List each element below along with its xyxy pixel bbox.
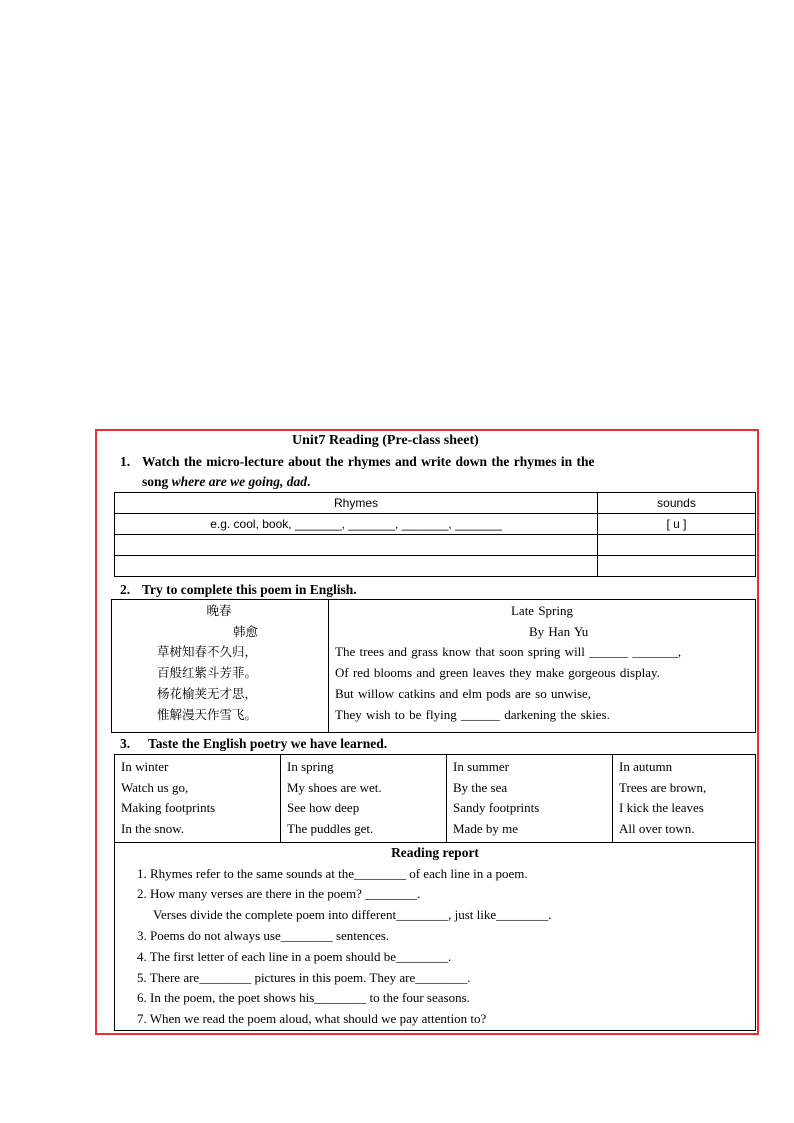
question-3-text: Taste the English poetry we have learned. bbox=[148, 736, 388, 751]
table-row bbox=[115, 755, 756, 843]
rhymes-header: Rhymes bbox=[115, 493, 598, 514]
question-1-text: Watch the micro-lecture about the rhymes and write down the rhymes in the bbox=[142, 454, 595, 469]
sounds-header: sounds bbox=[598, 493, 756, 514]
poem-winter: In winter Watch us go, Making footprints In the snow. bbox=[115, 755, 281, 843]
question-2: 2. Try to complete this poem in English. bbox=[120, 582, 357, 597]
poem-table bbox=[111, 599, 756, 733]
report-item[interactable]: 2. How many verses are there in the poem? ________. bbox=[137, 886, 421, 902]
report-item[interactable]: 3. Poems do not always use________ sentences. bbox=[137, 928, 390, 943]
report-item[interactable]: 5. There are________ pictures in this poem. They are________. bbox=[137, 969, 471, 985]
rhymes-cell[interactable] bbox=[115, 535, 598, 556]
pre-class-sheet bbox=[95, 429, 759, 1035]
chinese-poem-line: 百般红紫斗芳菲。 bbox=[157, 665, 258, 681]
english-poem-cell bbox=[329, 600, 756, 733]
chinese-poem-line: 草树知春不久归， bbox=[157, 644, 258, 660]
sounds-cell[interactable] bbox=[598, 556, 756, 577]
table-row bbox=[115, 556, 756, 577]
rhymes-cell[interactable] bbox=[115, 556, 598, 577]
report-item[interactable]: Verses divide the complete poem into different________, just like________. bbox=[153, 907, 552, 923]
rhymes-table bbox=[114, 492, 756, 577]
chinese-poem-author: 韩愈 bbox=[233, 623, 259, 639]
seasons-table bbox=[114, 754, 756, 1031]
english-poem-line: But willow catkins and elm pods are so unwise, bbox=[335, 685, 592, 701]
reading-report bbox=[115, 842, 756, 1030]
rhymes-cell[interactable]: e.g. cool, book, _______, _______, _______, _______ bbox=[115, 514, 598, 535]
table-row bbox=[115, 535, 756, 556]
english-poem-title: Late Spring bbox=[510, 603, 573, 618]
table-row bbox=[115, 514, 756, 535]
sounds-cell[interactable] bbox=[598, 535, 756, 556]
poem-spring: In spring My shoes are wet. See how deep The puddles get. bbox=[281, 755, 447, 843]
question-1-line2: song where are we going, dad. bbox=[142, 474, 311, 489]
poem-summer: In summer By the sea Sandy footprints Made by me bbox=[447, 755, 613, 843]
question-3: 3. Taste the English poetry we have learned. bbox=[120, 736, 388, 751]
english-poem-line: Of red blooms and green leaves they make gorgeous display. bbox=[335, 665, 660, 681]
poem-autumn: In autumn Trees are brown, I kick the leaves All over town. bbox=[613, 755, 756, 843]
chinese-poem-cell bbox=[112, 600, 329, 733]
question-2-text: Try to complete this poem in English. bbox=[142, 582, 357, 597]
chinese-poem-line: 惟解漫天作雪飞。 bbox=[157, 706, 258, 722]
table-row bbox=[112, 600, 756, 733]
table-row bbox=[115, 493, 756, 514]
sheet-title: Unit7 Reading (Pre-class sheet) bbox=[292, 433, 479, 448]
chinese-poem-line: 杨花榆荚无才思， bbox=[157, 685, 258, 701]
english-poem-line[interactable]: They wish to be flying ______ darkening the skies. bbox=[335, 706, 610, 722]
report-item[interactable]: 1. Rhymes refer to the same sounds at the________ of each line in a poem. bbox=[137, 865, 528, 881]
english-poem-line[interactable]: The trees and grass know that soon spring will ______ _______, bbox=[335, 644, 682, 660]
chinese-poem-title: 晚春 bbox=[206, 603, 232, 618]
report-item[interactable]: 6. In the poem, the poet shows his________ to the four seasons. bbox=[137, 990, 470, 1006]
table-row bbox=[115, 842, 756, 1030]
report-item[interactable]: 4. The first letter of each line in a poem should be________. bbox=[137, 948, 452, 964]
song-title: where are we going, dad bbox=[171, 474, 308, 489]
english-poem-author: By Han Yu bbox=[529, 623, 589, 639]
sounds-cell[interactable]: [ u ] bbox=[598, 514, 756, 535]
report-item[interactable]: 7. When we read the poem aloud, what should we pay attention to? bbox=[137, 1011, 487, 1027]
question-1: 1. Watch the micro-lecture about the rhymes and write down the rhymes in the bbox=[120, 454, 595, 469]
reading-report-title: Reading report bbox=[391, 844, 479, 860]
